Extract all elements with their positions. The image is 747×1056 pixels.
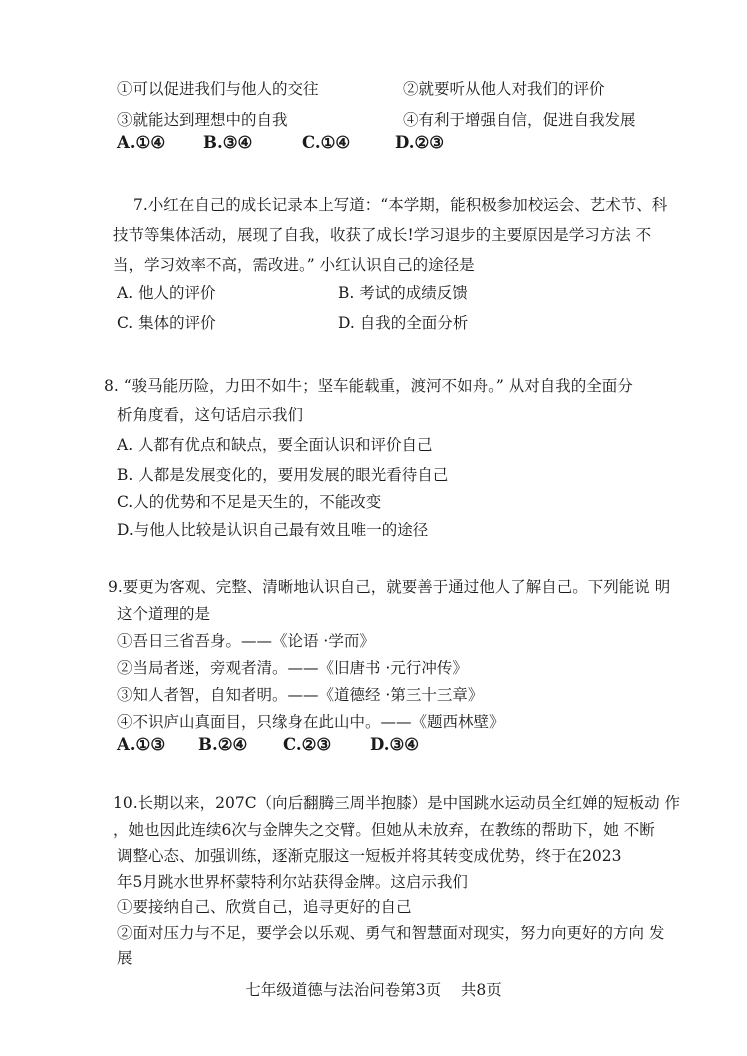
q6-item-2: ②就要听从他人对我们的评价 (403, 80, 605, 98)
q8-option-a: A. 人都有优点和缺点，要全面认识和评价自己 (117, 436, 433, 454)
q10-item-1: ①要接纳自己、欣赏自己，追寻更好的自己 (117, 898, 412, 916)
q6-item-3: ③就能达到理想中的自我 (117, 111, 288, 129)
q8-option-c: C.人的优势和不足是天生的，不能改变 (117, 493, 382, 511)
q7-option-b: B. 考试的成绩反馈 (338, 284, 468, 302)
q7-stem-line-2: 技节等集体活动，展现了自我，收获了成长!学习退步的主要原因是学习方法 不 (113, 226, 652, 244)
q6-item-4: ④有利于增强自信，促进自我发展 (403, 111, 636, 129)
q10-item-2: ②面对压力与不足，要学会以乐观、勇气和智慧面对现实，努力向更好的方向 发 (117, 924, 665, 942)
q7-option-c: C. 集体的评价 (117, 314, 216, 332)
q10-stem-line-3: 调整心态、加强训练，逐渐克服这一短板并将其转变成优势，终于在2023 (117, 847, 622, 865)
q8-option-b: B. 人都是发展变化的，要用发展的眼光看待自己 (117, 466, 449, 484)
q10-item-2-cont: 展 (117, 949, 133, 967)
q9-option-b: B.②④ (198, 735, 248, 754)
q9-item-3: ③知人者智，自知者明。——《道德经 ·第三十三章》 (117, 686, 484, 704)
q6-option-b: B.③④ (203, 133, 253, 152)
q7-stem-line-1: 7.小红在自己的成长记录本上写道：“本学期，能积极参加校运会、艺术节、科 (133, 196, 668, 214)
q9-option-c: C.②③ (283, 735, 332, 754)
q7-stem-line-3: 当，学习效率不高，需改进。” 小红认识自己的途径是 (113, 256, 475, 274)
q10-stem-line-4: 年5月跳水世界杯蒙特利尔站获得金牌。这启示我们 (117, 873, 468, 891)
q7-option-d: D. 自我的全面分析 (338, 314, 469, 332)
q9-option-d: D.③④ (370, 735, 420, 754)
q6-option-d: D.②③ (395, 133, 445, 152)
q10-stem-line-2: ，她也因此连续6次与金牌失之交臂。但她从未放弃，在教练的帮助下，她 不断 (113, 821, 655, 839)
q8-stem-line-2: 析角度看，这句话启示我们 (117, 406, 304, 424)
q8-option-d: D.与他人比较是认识自己最有效且唯一的途径 (117, 521, 429, 539)
q9-item-2: ②当局者迷，旁观者清。——《旧唐书 ·元行冲传》 (117, 659, 468, 677)
q10-stem-line-1: 10.长期以来，207C（向后翻腾三周半抱膝）是中国跳水运动员全红婵的短板动 作 (113, 794, 681, 812)
q9-stem-line-2: 这个道理的是 (117, 605, 211, 623)
q6-option-c: C.①④ (302, 133, 351, 152)
q6-option-a: A.①④ (117, 133, 166, 152)
q9-item-4: ④不识庐山真面目，只缘身在此山中。——《题西林壁》 (117, 713, 505, 731)
q9-item-1: ①吾日三省吾身。——《论语 ·学而》 (117, 632, 375, 650)
page-footer: 七年级道德与法治问卷第3页 共8页 (245, 981, 502, 999)
q7-option-a: A. 他人的评价 (117, 284, 216, 302)
q9-option-a: A.①③ (117, 735, 166, 754)
q8-stem-line-1: 8. “骏马能历险，力田不如牛；坚车能载重，渡河不如舟。” 从对自我的全面分 (104, 377, 633, 395)
q6-item-1: ①可以促进我们与他人的交往 (117, 80, 319, 98)
q9-stem-line-1: 9.要更为客观、完整、清晰地认识自己，就要善于通过他人了解自己。下列能说 明 (108, 578, 671, 596)
